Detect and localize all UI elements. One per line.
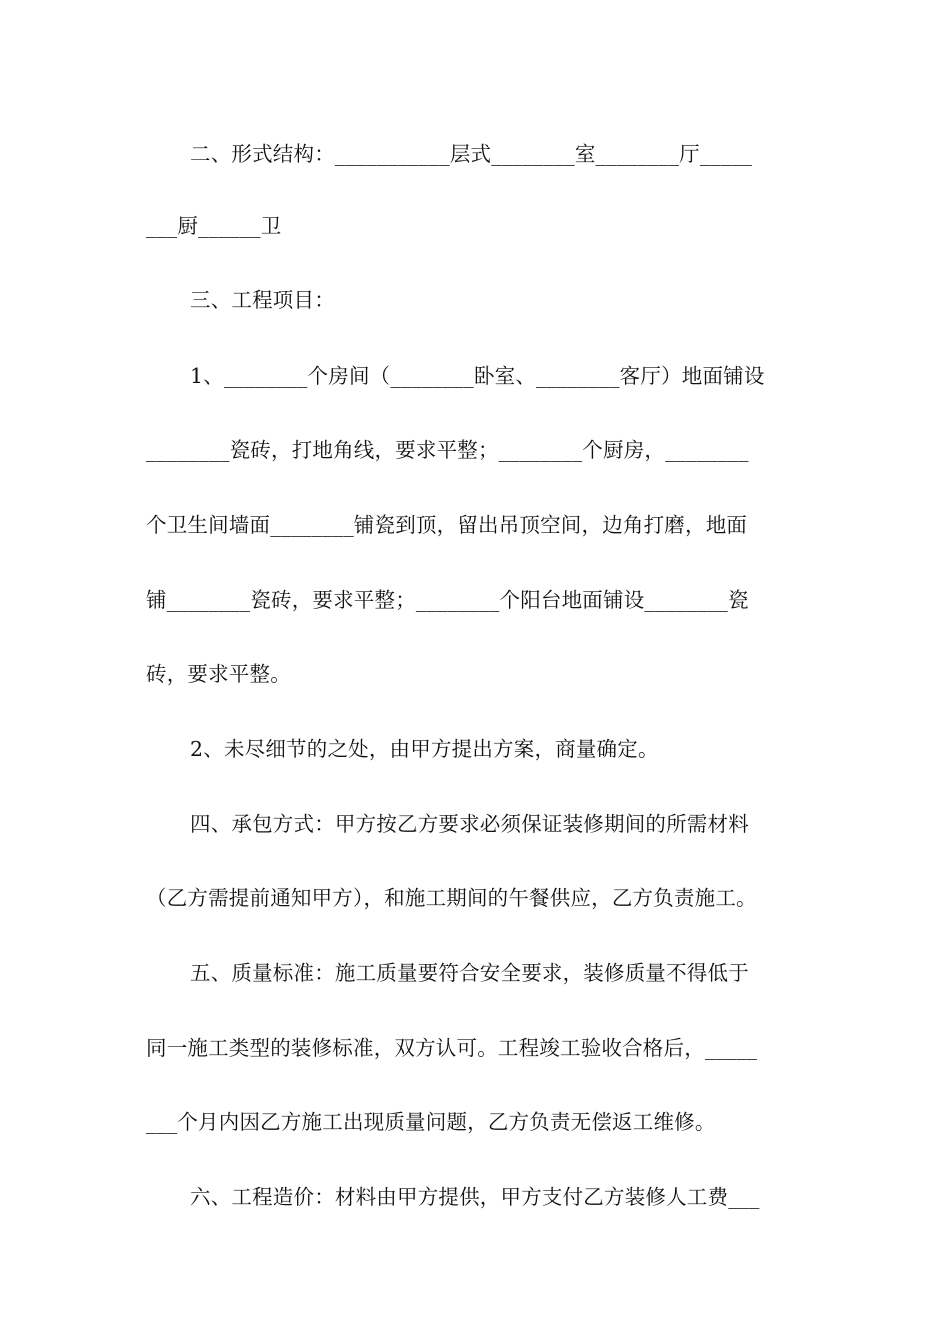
item-2-details: 2、未尽细节的之处，由甲方提出方案，商量确定。 <box>190 737 659 761</box>
section-4-contract-method: 四、承包方式：甲方按乙方要求必须保证装修期间的所需材料 <box>190 812 749 836</box>
section-5-quality-standard: 五、质量标准：施工质量要符合安全要求，装修质量不得低于 <box>190 961 749 985</box>
item-1-line-3: 个卫生间墙面________铺瓷到顶，留出吊顶空间，边角打磨，地面 <box>146 513 748 537</box>
item-1-rooms: 1、________个房间（________卧室、________客厅）地面铺设 <box>190 364 765 388</box>
item-1-line-2: ________瓷砖，打地角线，要求平整；________个厨房，________ <box>146 438 749 462</box>
section-5-line-3: ___个月内因乙方施工出现质量问题，乙方负责无偿返工维修。 <box>146 1110 716 1134</box>
item-1-line-4: 铺________瓷砖，要求平整；________个阳台地面铺设________瓷 <box>146 588 749 612</box>
section-2-form-structure: 二、形式结构：___________层式________室________厅_____ <box>190 142 753 166</box>
section-4-line-2: （乙方需提前通知甲方），和施工期间的午餐供应，乙方负责施工。 <box>146 886 757 910</box>
section-2-continuation: ___厨______卫 <box>146 214 282 238</box>
section-3-heading: 三、工程项目： <box>190 288 335 312</box>
section-6-project-cost: 六、工程造价：材料由甲方提供，甲方支付乙方装修人工费___ <box>190 1185 760 1209</box>
item-1-line-5: 砖，要求平整。 <box>146 662 291 686</box>
section-5-line-2: 同一施工类型的装修标准，双方认可。工程竣工验收合格后，_____ <box>146 1036 758 1060</box>
